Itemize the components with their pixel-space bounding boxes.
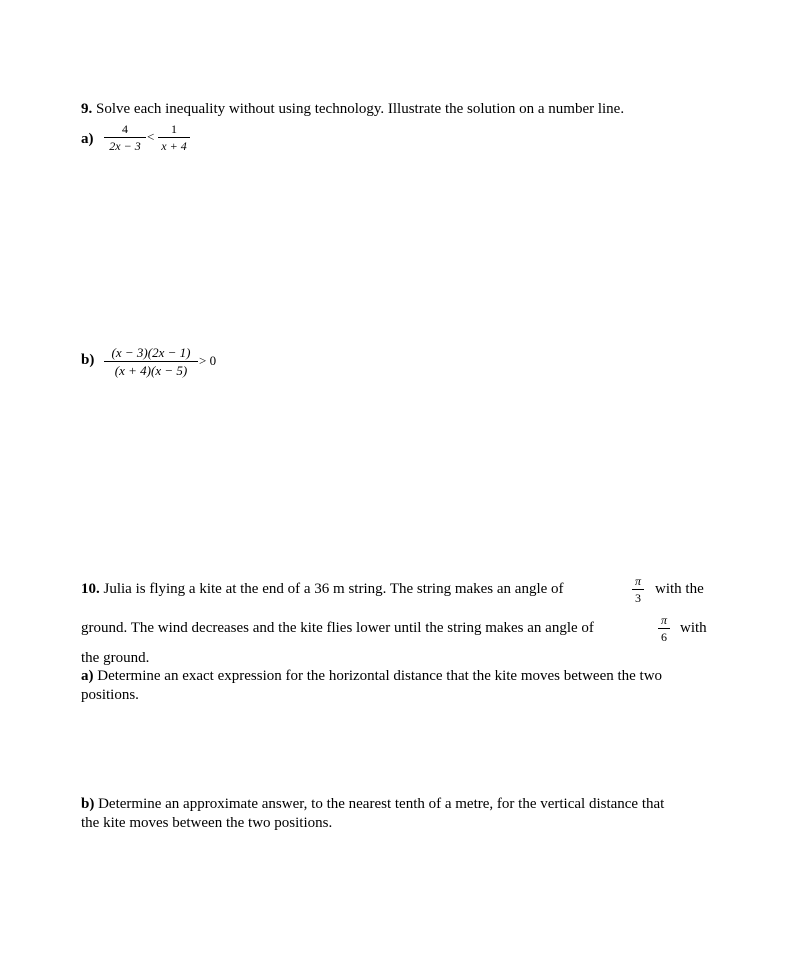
inequality-9a-right-fraction	[158, 122, 190, 153]
fraction-numerator: 4	[122, 122, 128, 136]
inequality-9b-fraction	[104, 345, 198, 378]
question-10-text-3: the ground.	[81, 650, 150, 666]
question-9-text: Solve each inequality without using technology. Illustrate the solution on a number line.	[96, 101, 625, 117]
question-9-number: 9.	[81, 101, 93, 117]
question-10-text-2: ground. The wind decreases and the kite flies lower until the string makes an angle of	[81, 620, 594, 636]
fraction-bar	[632, 589, 644, 590]
fraction-numerator: 1	[171, 122, 177, 136]
part-10b-text-2: the kite moves between the two positions.	[81, 815, 333, 831]
part-10b-text-1: Determine an approximate answer, to the nearest tenth of a metre, for the vertical distance that	[98, 796, 665, 812]
inequality-9b-rhs: > 0	[199, 353, 217, 368]
part-10a-text-1: Determine an exact expression for the horizontal distance that the kite moves between the two	[97, 668, 663, 684]
angle-pi-over-3	[632, 574, 644, 605]
question-10-text-1-end: with the	[655, 581, 704, 597]
fraction-denominator: 3	[635, 591, 641, 605]
fraction-bar	[658, 628, 670, 629]
question-10-text-2-end: with	[680, 620, 707, 636]
part-10a-label: a)	[81, 668, 94, 684]
question-10-line-1	[81, 581, 564, 598]
part-9b-label: b)	[81, 352, 95, 368]
question-10-number: 10.	[81, 581, 100, 597]
fraction-denominator: 2x − 3	[109, 139, 141, 153]
fraction-numerator: π	[634, 574, 641, 588]
fraction-denominator: 6	[661, 630, 667, 644]
fraction-bar	[158, 137, 190, 138]
fraction-bar	[104, 361, 198, 362]
part-10b-label: b)	[81, 796, 95, 812]
part-10a-text-2: positions.	[81, 687, 139, 703]
angle-pi-over-6	[658, 613, 670, 644]
fraction-denominator: (x + 4)(x − 5)	[114, 363, 188, 378]
fraction-numerator: (x − 3)(2x − 1)	[111, 345, 191, 360]
fraction-denominator: x + 4	[161, 139, 187, 153]
fraction-numerator: π	[660, 613, 667, 627]
inequality-9a-left-fraction	[104, 122, 146, 153]
part-9a-label: a)	[81, 131, 94, 147]
fraction-bar	[104, 137, 146, 138]
part-10b-line-1	[81, 796, 664, 813]
inequality-9a-operator: <	[147, 129, 155, 144]
question-10-text-1: Julia is flying a kite at the end of a 36 m string. The string makes an angle of	[103, 581, 564, 597]
question-9-heading	[81, 101, 624, 118]
part-10a-line-1	[81, 668, 662, 685]
